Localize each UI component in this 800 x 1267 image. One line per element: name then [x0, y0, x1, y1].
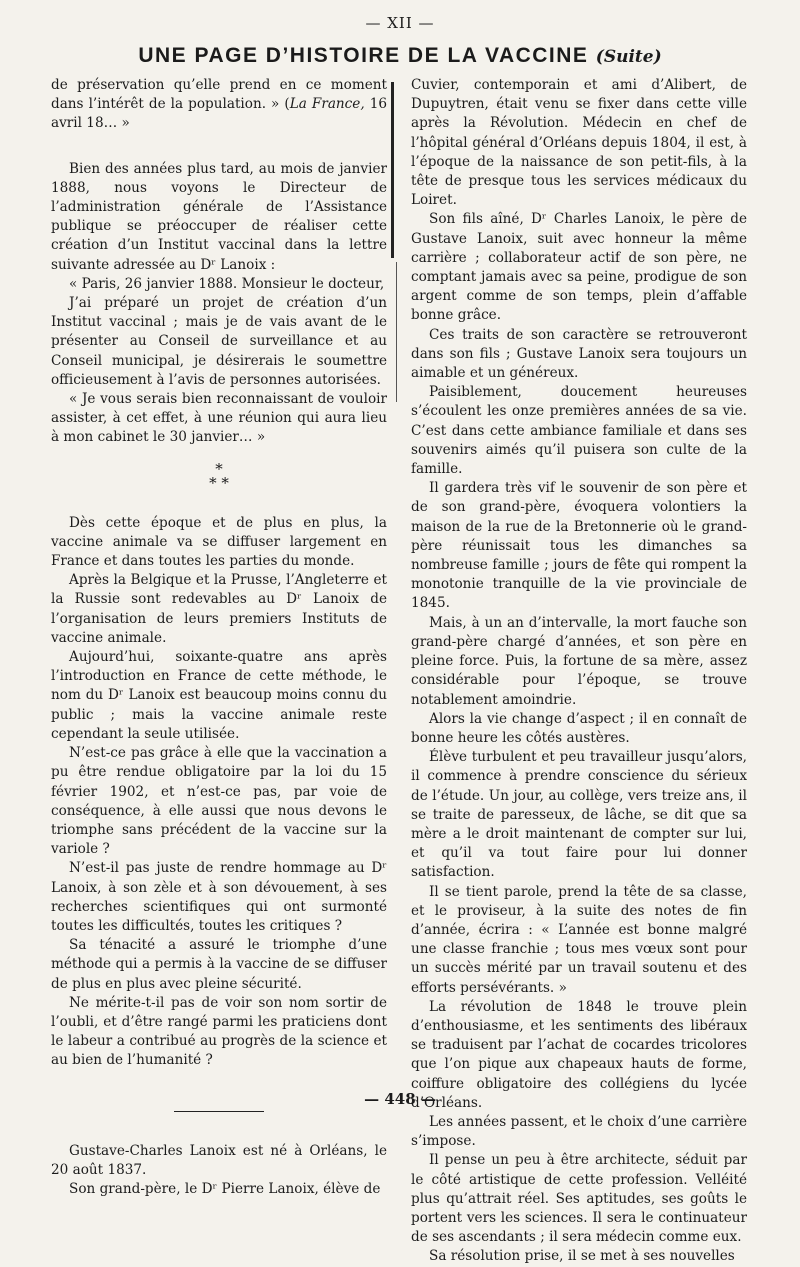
paragraph: N’est-il pas juste de rendre hommage au Dʳ Lanoix, à son zèle et à son dévouement, à ses recherches scientifiques qui ont surmonté toutes les difficultés, toutes les critiques ?: [51, 860, 387, 934]
paragraph: « Paris, 26 janvier 1888. Monsieur le docteur,: [69, 275, 385, 292]
paragraph: [51, 76, 387, 134]
paragraph: Cuvier, contemporain et ami d’Alibert, de Dupuytren, était venu se fixer dans cette ville après la Révolution. Médecin en chef de l’hôpital général d’Orléans depuis 1804, il est, à l’époque de la naissance de son petit-fils, à la tête de presque tous les services médicaux du Loiret.: [411, 77, 747, 209]
paragraph: Ces traits de son caractère se retrouveront dans son fils ; Gustave Lanoix sera toujours un aimable et un généreux.: [411, 326, 747, 382]
paragraph: Ne mérite-t-il pas de voir son nom sortir de l’oubli, et d’être rangé parmi les praticiens dont le labeur a contribué au progrès de la science et au bien de l’humanité ?: [51, 994, 387, 1069]
paragraph: Dès cette époque et de plus en plus, la vaccine animale va se diffuser largement en France et dans toutes les parties du monde.: [51, 514, 387, 570]
paragraph: Son grand-père, le Dʳ Pierre Lanoix, élève de: [69, 1180, 381, 1197]
paragraph: La révolution de 1848 le trouve plein d’enthousiasme, et les sentiments des libéraux se traduisent par l’achat de cocardes tricolores que l’on pique aux chapeaux hauts de forme, coiffure obligatoire des collégiens du lycée d’Orléans.: [411, 998, 747, 1111]
title-text: UNE PAGE D’HISTOIRE DE LA VACCINE: [138, 44, 589, 67]
paragraph: Son fils aîné, Dʳ Charles Lanoix, le père de Gustave Lanoix, suit avec honneur la même carrière ; collaborateur actif de son père, ne comptant jamais avec sa peine, prodigue de son argent comme de son temps, plein d’affable bonne grâce.: [411, 211, 747, 324]
horizontal-rule: [174, 1111, 264, 1112]
paragraph: Sa résolution prise, il se met à ses nouvelles: [429, 1248, 735, 1265]
paragraph: Aujourd’hui, soixante-quatre ans après l’introduction en France de cette méthode, le nom du Dʳ Lanoix est beaucoup moins connu du public ; mais la vaccine animale reste cependant la seule utilisée.: [51, 649, 387, 742]
left-column: [51, 76, 387, 1199]
star-top: *: [215, 459, 223, 478]
paragraph: Bien des années plus tard, au mois de janvier 1888, nous voyons le Directeur de l’administration générale de l’Assistance publique se préoccuper de réaliser cette création d’un Institut vaccinal dans la lettre suivante adressée au Dʳ Lanoix :: [51, 160, 387, 273]
paragraph: N’est-ce pas grâce à elle que la vaccination a pu être rendue obligatoire par la loi du 15 février 1902, et n’est-ce pas, par voie de conséquence, à elle aussi que nous devons le triomphe sans précédent de la vaccine sur la variole ?: [51, 745, 387, 858]
column-margin-line: [391, 82, 394, 258]
paragraph: Sa ténacité a assuré le triomphe d’une méthode qui a permis à la vaccine de se diffuser de plus en plus avec pleine sécurité.: [51, 937, 387, 992]
paragraph: Il se tient parole, prend la tête de sa classe, et le proviseur, à la suite des notes de fin d’année, écrira : « L’année est bonne malgré une classe franchie ; tous mes vœux sont pour un succès mérité par un travail soutenu et des efforts persévérants. »: [411, 883, 747, 996]
paragraph: Paisiblement, doucement heureuses s’écoulent les onze premières années de sa vie. C’est dans cette ambiance familiale et dans ses souvenirs aimés qu’il puisera son culte de la famille.: [411, 384, 747, 478]
quote-source: La France,: [289, 96, 365, 113]
quote-date: 16 avril 18… »: [51, 96, 387, 132]
title-suite: (Suite): [595, 47, 662, 67]
paragraph: Élève turbulent et peu travailleur jusqu’alors, il commence à prendre conscience du sérieux de l’étude. Un jour, au collège, vers treize ans, il se traite de paresseux, de lâche, se dit que sa mère a le droit maintenant de compter sur lui, et qu’il va tout faire pour lui donner satisfaction.: [411, 749, 747, 881]
section-separator-stars: [51, 459, 387, 492]
paragraph: J’ai préparé un projet de création d’un Institut vaccinal ; mais je de vais avant de le présenter au Conseil de surveillance et au Conseil municipal, je désirerais le soumettre officieusement à l’avis de personnes autorisées.: [51, 295, 387, 388]
paragraph: Alors la vie change d’aspect ; il en connaît de bonne heure les côtés austères.: [411, 710, 747, 746]
paragraph: Après la Belgique et la Prusse, l’Angleterre et la Russie sont redevables au Dʳ Lanoix de l’organisation de leurs premiers Instituts de vaccine animale.: [51, 572, 387, 646]
page-title: [0, 44, 800, 68]
right-column: [411, 76, 747, 1267]
paragraph: Les années passent, et le choix d’une carrière s’impose.: [411, 1113, 747, 1150]
page-number: — 448 —: [364, 1090, 436, 1108]
quote-text: de préservation qu’elle prend en ce moment dans l’intérêt de la population. » (: [51, 77, 387, 113]
page-roman-numeral: — XII —: [365, 14, 435, 32]
paragraph: « Je vous serais bien reconnaissant de vouloir assister, à cet effet, à une réunion qui aura lieu à mon cabinet le 30 janvier… »: [51, 391, 387, 446]
paragraph: Il pense un peu à être architecte, séduit par le côté artistique de cette profession. Velléité plus qu’attrait réel. Ses aptitudes, ses goûts le portent vers les sciences. Il sera le continuateur de ses ascendants ; il sera médecin comme eux.: [411, 1152, 747, 1246]
paragraph: Il gardera très vif le souvenir de son père et de son grand-père, évoquera volontiers la maison de la rue de la Bretonnerie où le grand-père réunissait tous les dimanches sa nombreuse famille ; jours de fête qui rompent la monotonie tranquille de la vie provinciale de 1845.: [411, 480, 747, 612]
paragraph: Mais, à un an d’intervalle, la mort fauche son grand-père chargé d’années, et son père en pleine force. Puis, la fortune de sa mère, assez considérable pour l’époque, se trouve notablement amoindrie.: [411, 614, 747, 708]
column-margin-line-lower: [396, 262, 397, 402]
paragraph: Gustave-Charles Lanoix est né à Orléans, le 20 août 1837.: [51, 1142, 387, 1178]
star-bottom: * *: [209, 473, 229, 492]
